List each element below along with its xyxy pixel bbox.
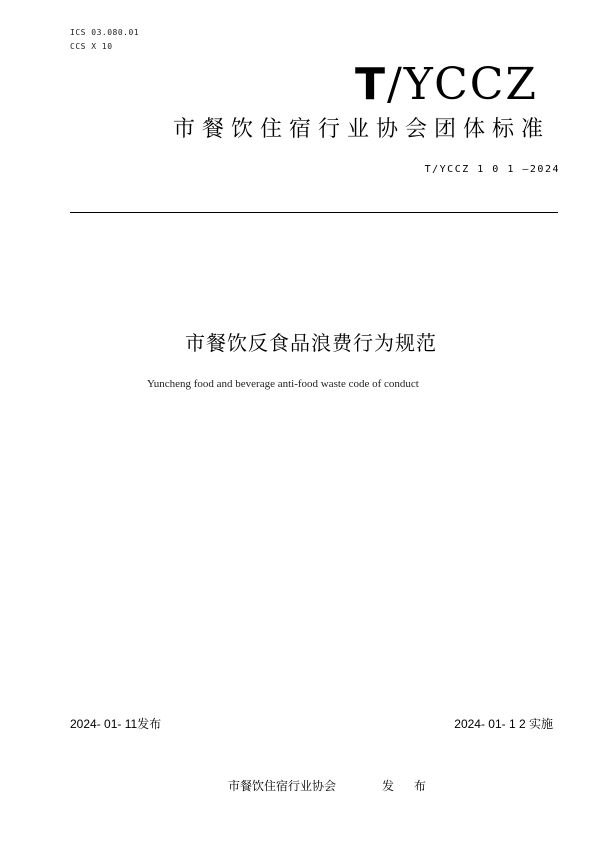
publish-label: 发 布 — [382, 779, 434, 793]
logo-t: T — [354, 59, 387, 110]
logo-rest: /YCCZ — [386, 59, 538, 110]
issue-date: 2024- 01- 11发布 — [70, 717, 162, 731]
header-divider — [70, 212, 558, 213]
ics-code: ICS 03.080.01 — [70, 28, 140, 37]
implementation-date: 2024- 01- 1 2 实施 — [454, 717, 553, 731]
standard-code: T/YCCZ 1 0 1 —2024 — [424, 164, 560, 175]
standard-logo — [355, 60, 538, 110]
document-title-english: Yuncheng food and beverage anti-food waste code of conduct — [147, 378, 419, 390]
association-standard-title: 市餐饮住宿行业协会团体标准 — [172, 117, 550, 142]
ccs-code: CCS X 10 — [70, 42, 113, 51]
publisher-name: 市餐饮住宿行业协会 — [228, 779, 337, 793]
document-title-chinese: 市餐饮反食品浪费行为规范 — [185, 331, 437, 355]
